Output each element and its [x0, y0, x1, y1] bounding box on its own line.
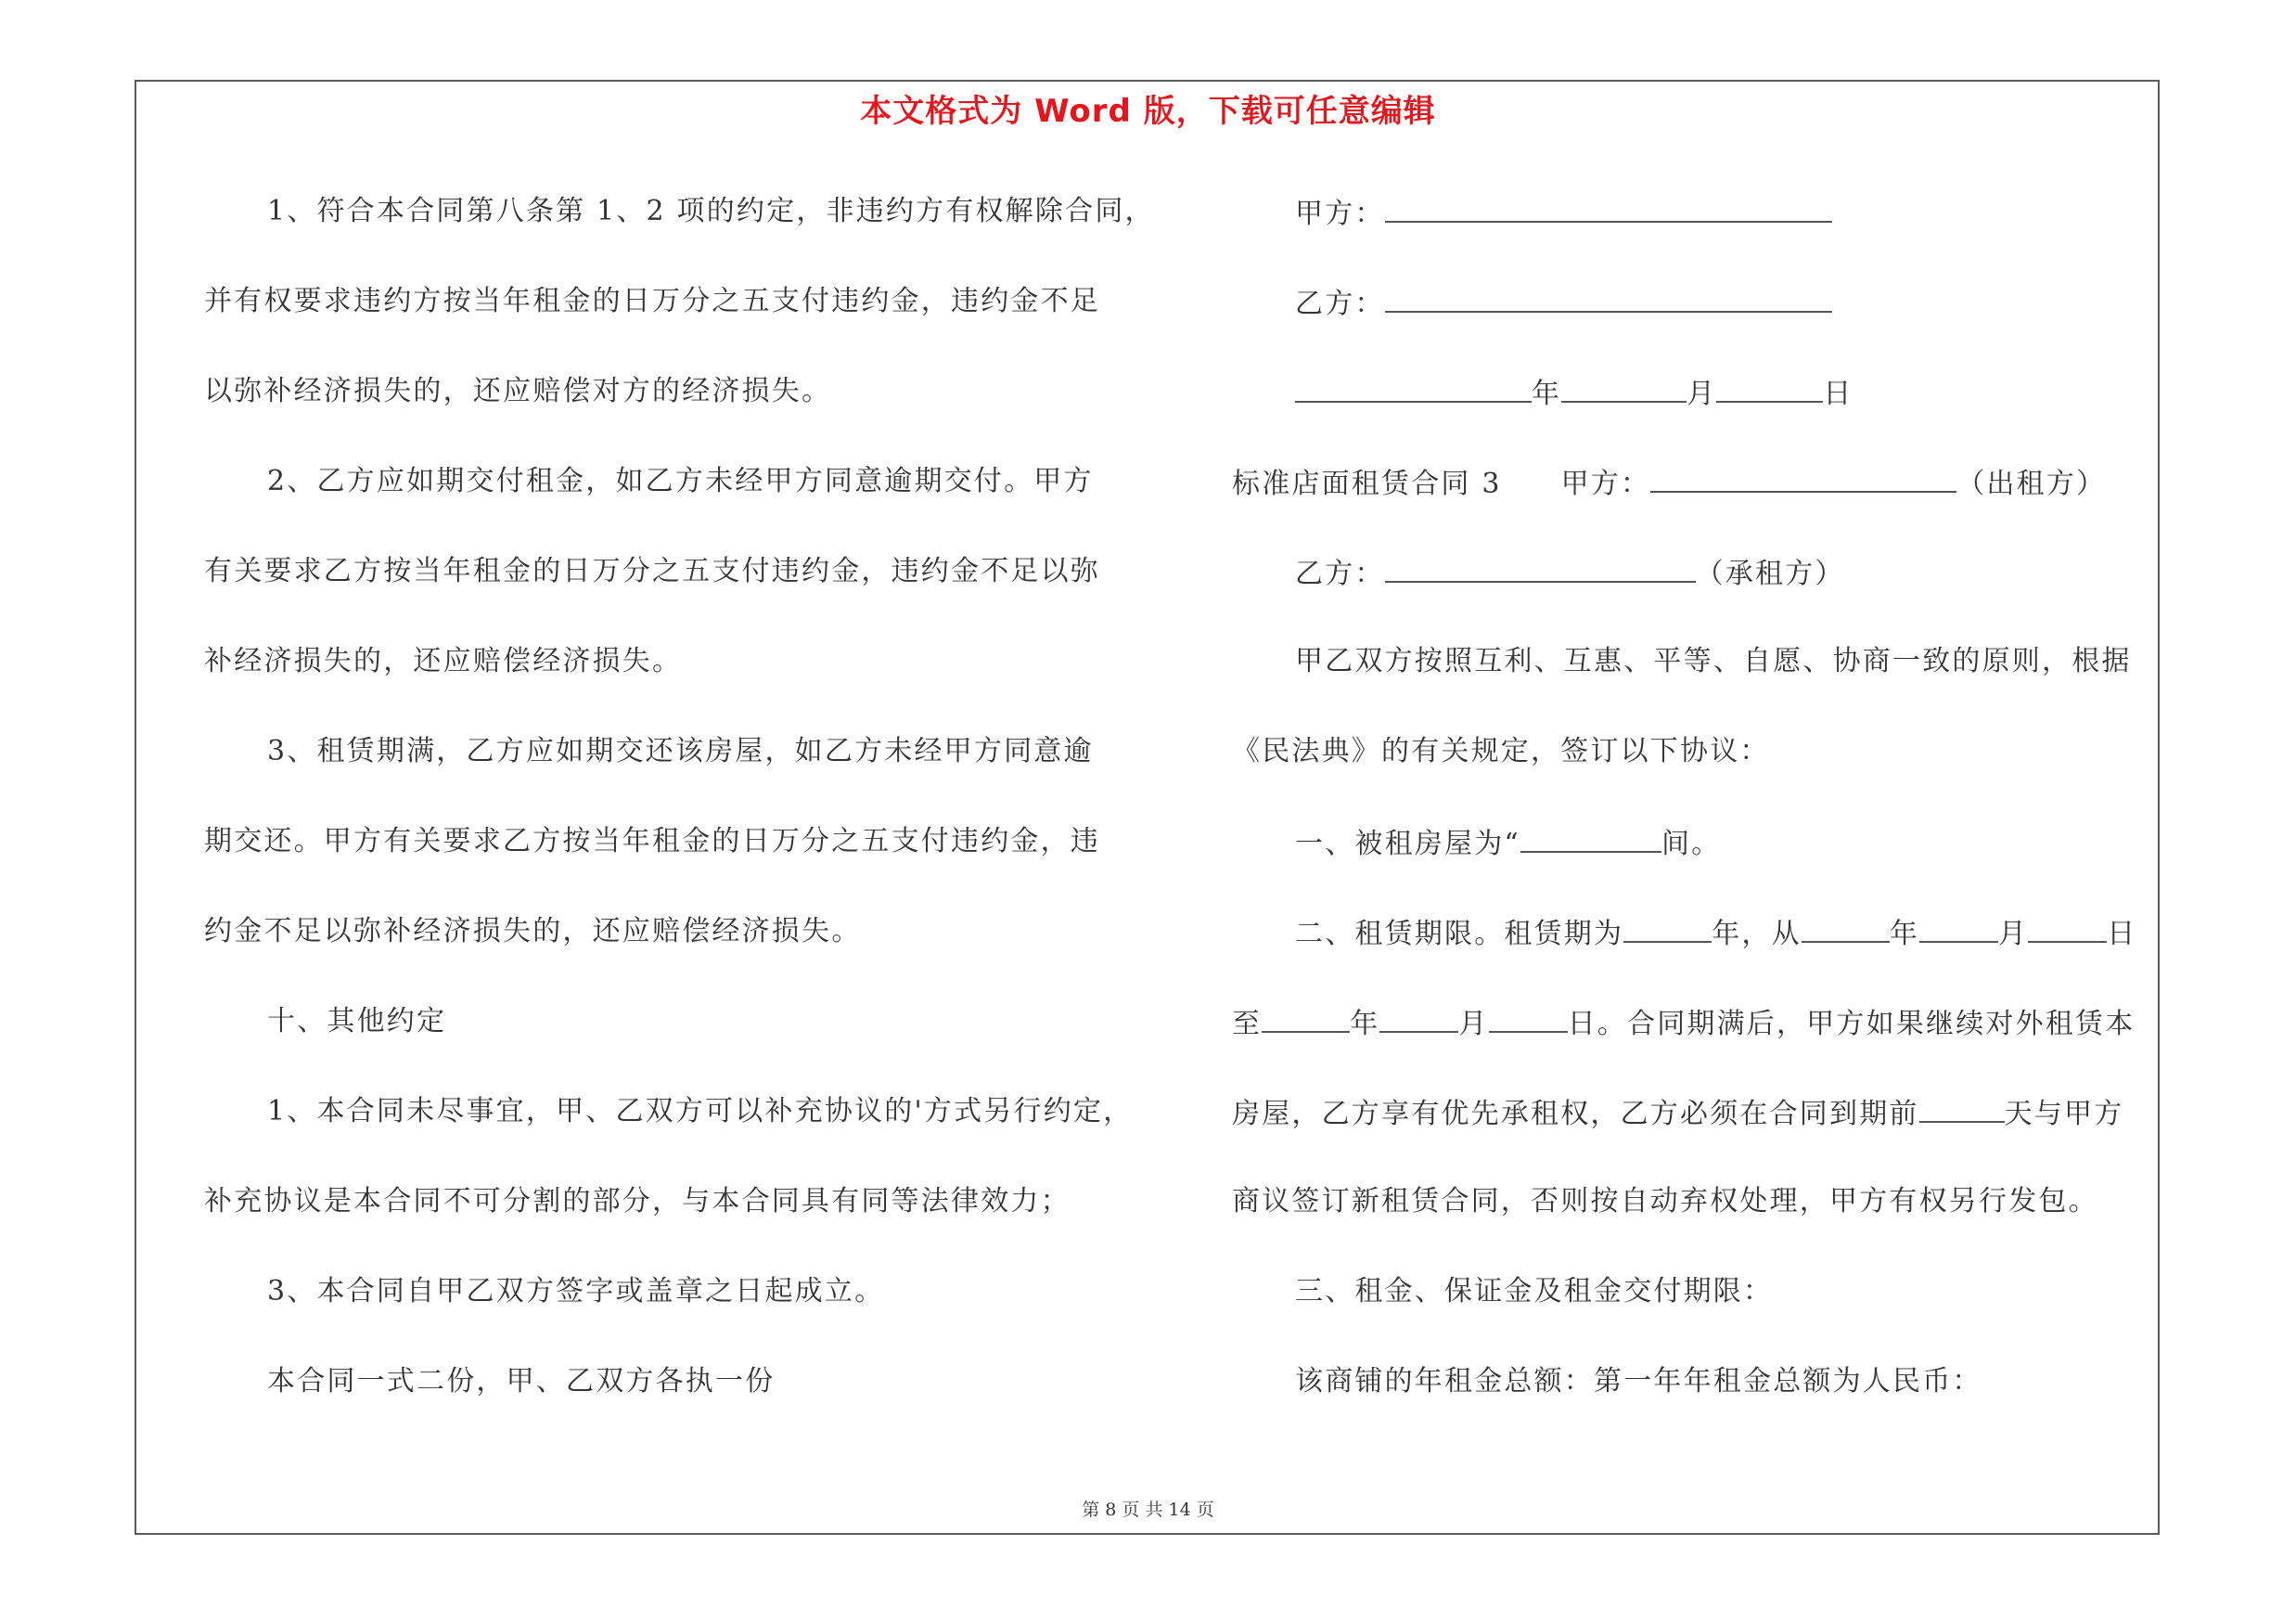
- room-count-blank: [1520, 823, 1661, 853]
- signature-date-line: [1232, 373, 1853, 413]
- start-year-label: 年: [1889, 918, 1920, 950]
- party-a-line: [1232, 193, 1832, 233]
- party-b-lessee-line: [1232, 553, 1845, 593]
- item1-suffix: 间。: [1661, 828, 1722, 860]
- month-blank: [1561, 373, 1687, 403]
- party-b-label: 乙方：: [1295, 558, 1385, 590]
- item1-prefix: 一、被租房屋为“: [1295, 828, 1520, 860]
- paragraph-line: 《民法典》的有关规定，签订以下协议：: [1232, 735, 1770, 767]
- item2-continued-line: [1232, 1003, 2135, 1043]
- paragraph-line: 1、本合同未尽事宜，甲、乙双方可以补充协议的'方式另行约定，: [267, 1095, 1134, 1127]
- lessor-note: （出租方）: [1956, 468, 2107, 500]
- to-label: 至: [1232, 1008, 1263, 1040]
- section-heading: 十、其他约定: [267, 1005, 447, 1037]
- notice-days-blank: [1919, 1093, 2005, 1123]
- item2-line: [1232, 913, 2136, 953]
- party-a-blank: [1385, 193, 1832, 223]
- lessee-note: （承租方）: [1695, 558, 1845, 590]
- start-day-blank: [2028, 913, 2107, 943]
- paragraph-line: 期交还。甲方有关要求乙方按当年租金的日万分之五支付违约金，违: [204, 825, 1100, 857]
- party-a-label: 甲方：: [1295, 198, 1385, 230]
- party-a-label: 甲方：: [1560, 468, 1651, 500]
- day-label: 日: [1823, 378, 1853, 410]
- paragraph-line: 1、符合本合同第八条第 1、2 项的约定，非违约方有权解除合同，: [267, 195, 1155, 227]
- end-month-blank: [1379, 1003, 1458, 1033]
- contract-header-line: [1232, 463, 2106, 503]
- paragraph-line: 并有权要求违约方按当年租金的日万分之五支付违约金，违约金不足: [204, 285, 1100, 317]
- lessee-blank: [1385, 553, 1696, 583]
- paragraph-line: 有关要求乙方按当年租金的日万分之五支付违约金，违约金不足以弥: [204, 555, 1100, 587]
- end-month-label: 月: [1458, 1008, 1489, 1040]
- paragraph-line: 3、本合同自甲乙双方签字或盖章之日起成立。: [267, 1275, 885, 1307]
- start-month-blank: [1919, 913, 1998, 943]
- item2-year-label: 年，从: [1712, 918, 1802, 950]
- year-blank: [1295, 373, 1532, 403]
- paragraph-line: 商议签订新租赁合同，否则按自动弃权处理，甲方有权另行发包。: [1232, 1185, 2098, 1217]
- paragraph-line: 以弥补经济损失的，还应赔偿对方的经济损失。: [204, 375, 832, 407]
- day-blank: [1716, 373, 1823, 403]
- term-years-blank: [1623, 913, 1712, 943]
- end-year-blank: [1262, 1003, 1350, 1033]
- paragraph-line: 甲乙双方按照互利、互惠、平等、自愿、协商一致的原则，根据: [1295, 645, 2132, 677]
- paragraph-line: 2、乙方应如期交付租金，如乙方未经甲方同意逾期交付。甲方: [267, 465, 1094, 497]
- paragraph-line: 3、租赁期满，乙方应如期交还该房屋，如乙方未经甲方同意逾: [267, 735, 1094, 767]
- paragraph-line: 本合同一式二份，甲、乙双方各执一份: [267, 1365, 776, 1398]
- party-b-blank: [1385, 283, 1832, 313]
- start-day-label: 日: [2107, 918, 2137, 950]
- month-label: 月: [1687, 378, 1717, 410]
- contract-title: 标准店面租赁合同 3: [1232, 468, 1502, 500]
- start-month-label: 月: [1998, 918, 2029, 950]
- start-year-blank: [1802, 913, 1890, 943]
- end-year-label: 年: [1350, 1008, 1380, 1040]
- item2b-rest: 日。合同期满后，甲方如果继续对外租赁本: [1567, 1008, 2136, 1040]
- item2-prefix: 二、租赁期限。租赁期为: [1295, 918, 1624, 950]
- paragraph-line: 补充协议是本合同不可分割的部分，与本合同具有同等法律效力；: [204, 1185, 1071, 1217]
- item2c-prefix: 房屋，乙方享有优先承租权，乙方必须在合同到期前: [1232, 1098, 1919, 1130]
- year-label: 年: [1532, 378, 1562, 410]
- party-b-label: 乙方：: [1295, 288, 1385, 320]
- end-day-blank: [1489, 1003, 1568, 1033]
- lessor-blank: [1650, 463, 1956, 493]
- paragraph-line: 补经济损失的，还应赔偿经济损失。: [204, 645, 683, 677]
- paragraph-line: 约金不足以弥补经济损失的，还应赔偿经济损失。: [204, 915, 862, 947]
- section-heading: 三、租金、保证金及租金交付期限：: [1295, 1275, 1774, 1307]
- page-number: 第 8 页 共 14 页: [1082, 1500, 1214, 1520]
- item2c-line: [1232, 1093, 2123, 1133]
- format-banner: 本文格式为 Word 版，下载可任意编辑: [860, 93, 1436, 130]
- item2c-suffix: 天与甲方: [2004, 1098, 2124, 1130]
- paragraph-line: 该商铺的年租金总额：第一年年租金总额为人民币：: [1295, 1365, 1982, 1398]
- party-b-line: [1232, 283, 1832, 323]
- item1-line: [1232, 823, 1721, 863]
